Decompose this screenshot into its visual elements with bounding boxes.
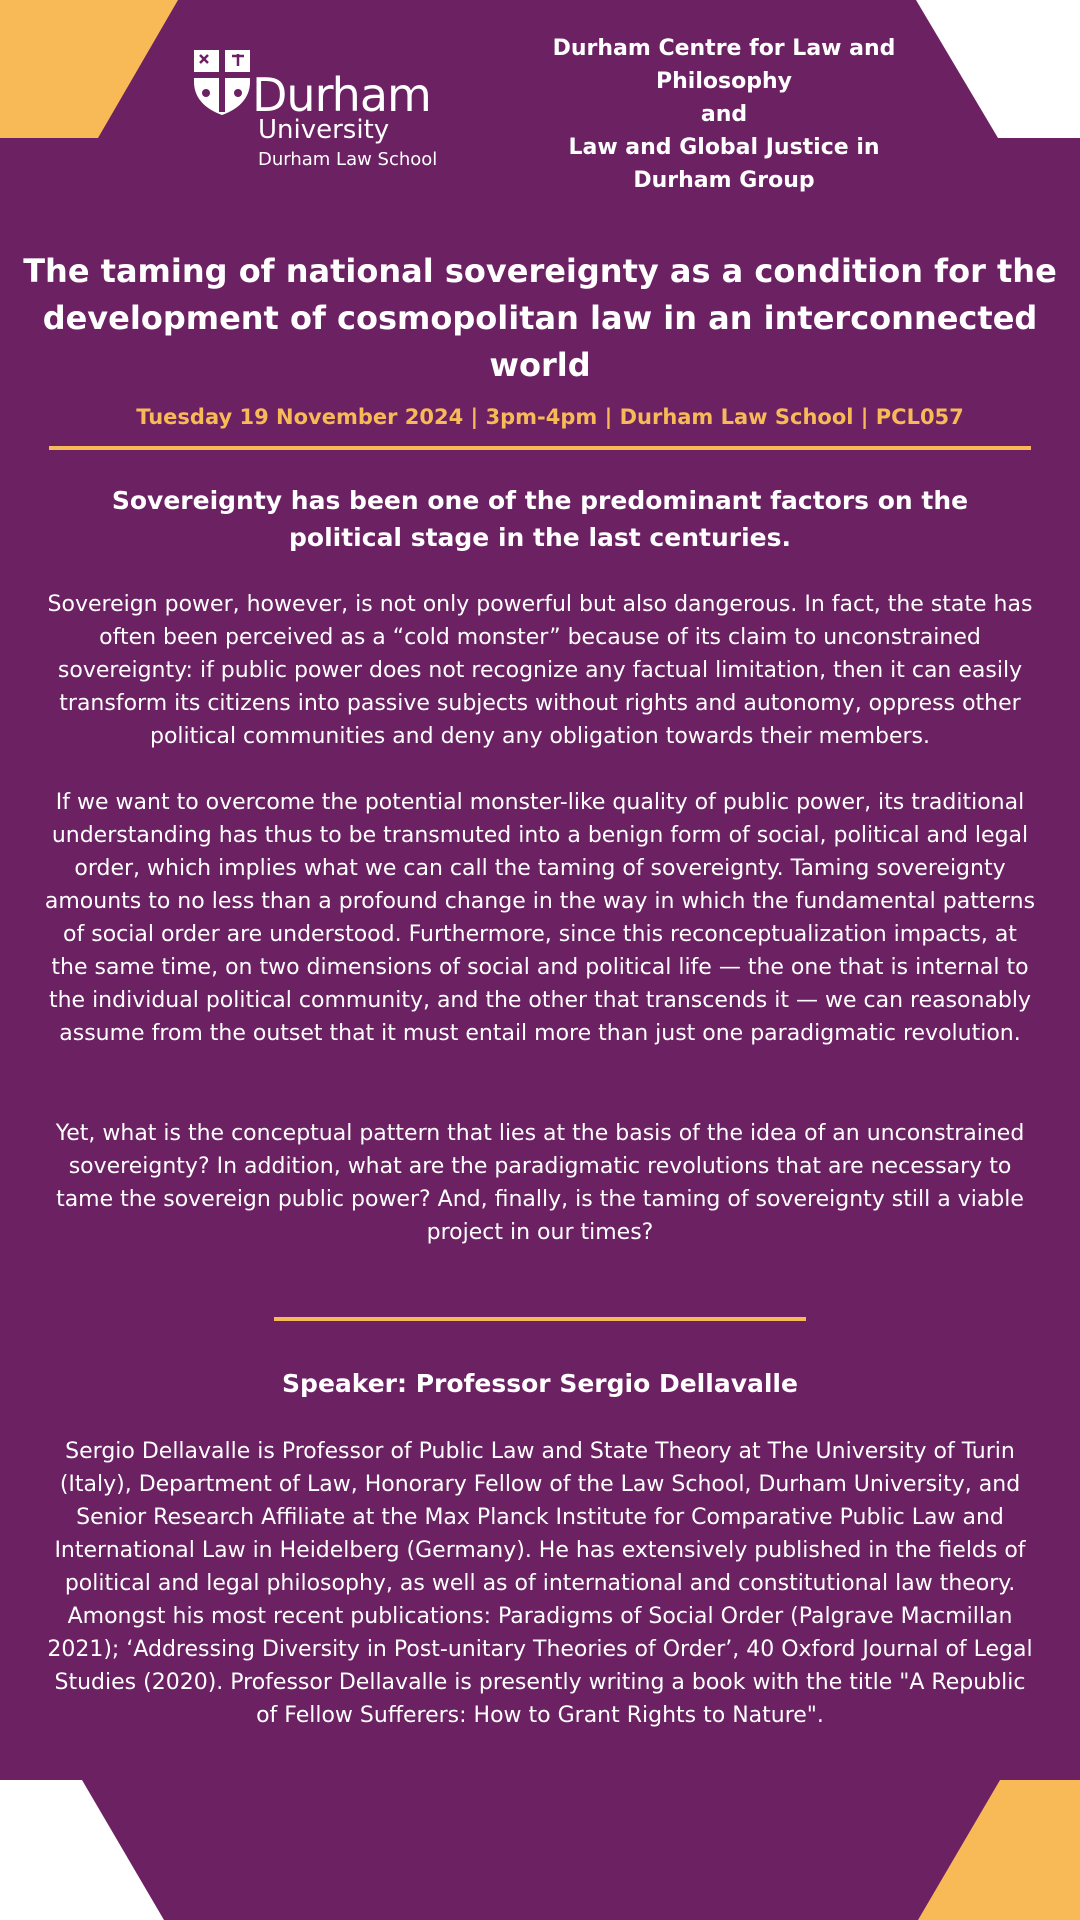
abstract-paragraph-1: Sovereign power, however, is not only powerful but also dangerous. In fact, the state has often been perceived as a “cold monster” because of its claim to unconstrained sovereignty: if public power does not recognize any factual limitation, then it can easily transform its citizens into passive subjects without rights and autonomy, oppress other political communities and deny any obligation towards their members. bbox=[47, 592, 1033, 749]
durham-shield-icon bbox=[192, 48, 252, 116]
divider-top bbox=[49, 446, 1031, 450]
logo-university: University bbox=[258, 115, 390, 145]
divider-middle bbox=[274, 1317, 806, 1321]
durham-university-logo[interactable] bbox=[192, 48, 472, 178]
organisers-line: Durham Centre for Law and bbox=[552, 36, 896, 61]
corner-bottom-right-accent bbox=[916, 1780, 1080, 1920]
organisers-line: Philosophy bbox=[656, 69, 792, 94]
logo-school: Durham Law School bbox=[258, 149, 438, 170]
organisers-line: Law and Global Justice in bbox=[568, 135, 880, 160]
corner-bottom-left-white bbox=[0, 1780, 164, 1920]
abstract-lead: Sovereignty has been one of the predominant factors on the political stage in the last centuries. bbox=[111, 486, 969, 552]
corner-top-left-accent bbox=[0, 0, 180, 140]
organisers-heading bbox=[540, 32, 908, 197]
organisers-line: and bbox=[700, 102, 748, 127]
organisers-line: Durham Group bbox=[633, 168, 815, 193]
speaker-heading: Speaker: Professor Sergio Dellavalle bbox=[282, 1369, 798, 1398]
abstract-paragraph-3: Yet, what is the conceptual pattern that lies at the basis of the idea of an unconstrained sovereignty? In addition, what are the paradigmatic revolutions that are necessary to tame the sovereign public power? And, finally, is the taming of sovereignty still a viable project in our times? bbox=[55, 1121, 1025, 1245]
logo-wordmark: Durham bbox=[252, 68, 431, 122]
event-details: Tuesday 19 November 2024 | 3pm-4pm | Durham Law School | PCL057 bbox=[136, 405, 964, 429]
speaker-bio: Sergio Dellavalle is Professor of Public Law and State Theory at The University of Turin (Italy), Department of Law, Honorary Fellow of the Law School, Durham University, and Senior Research Affiliate at the Max Planck Institute for Comparative Public Law and International Law in Heidelberg (Germany). He has extensively published in the fields of political and legal philosophy, as well as of international and constitutional law theory. Amongst his most recent publications: Paradigms of Social Order (Palgrave Macmillan 2021); ‘Addressing Diversity in Post-unitary Theories of Order’, 40 Oxford Journal of Legal Studies (2020). Professor Dellavalle is presently writing a book with the title "A Republic of Fellow Sufferers: How to Grant Rights to Nature". bbox=[47, 1439, 1033, 1728]
event-title: The taming of national sovereignty as a condition for the development of cosmopolitan law in an interconnected world bbox=[23, 252, 1057, 384]
corner-top-right-white bbox=[916, 0, 1080, 140]
abstract-paragraph-2: If we want to overcome the potential monster-like quality of public power, its traditional understanding has thus to be transmuted into a benign form of social, political and legal order, which implies what we can call the taming of sovereignty. Taming sovereignty amounts to no less than a profound change in the way in which the fundamental patterns of social order are understood. Furthermore, since this reconceptualization impacts, at the same time, on two dimensions of social and political life — the one that is internal to the individual political community, and the other that transcends it — we can reasonably assume from the outset that it must entail more than just one paradigmatic revolution. bbox=[44, 790, 1036, 1046]
